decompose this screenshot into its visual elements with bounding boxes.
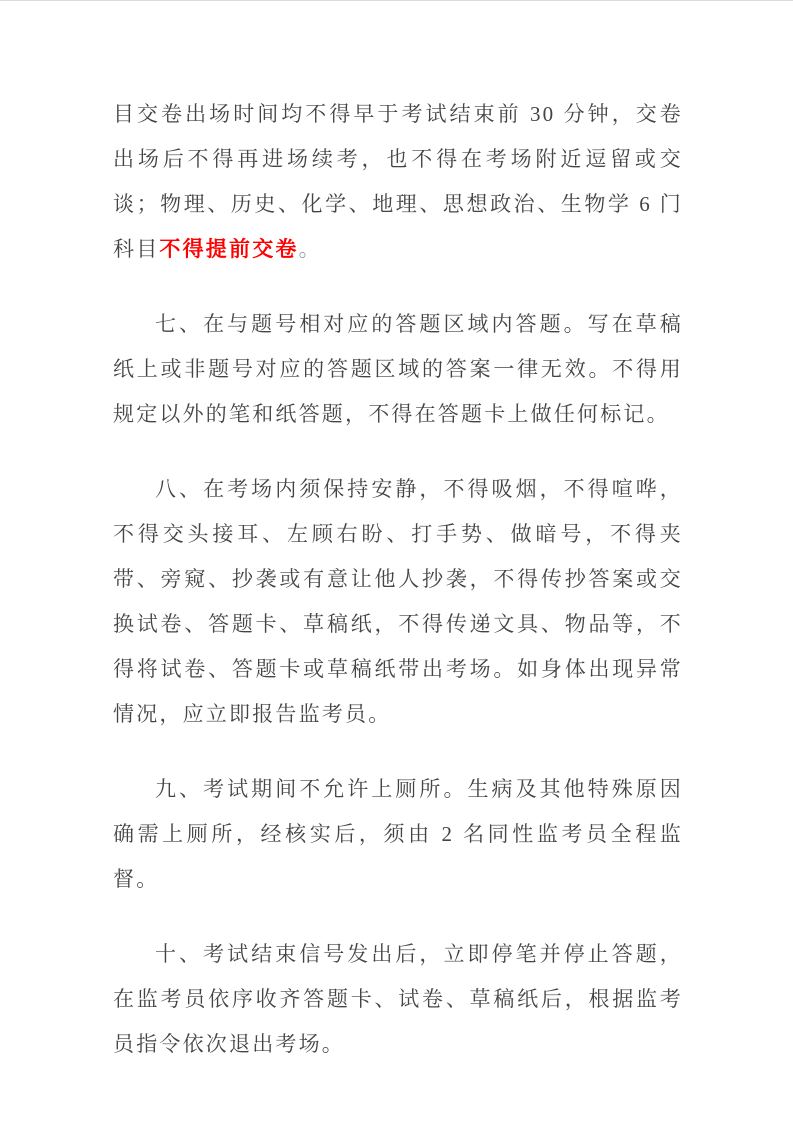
paragraph-continuation-item-6	[113, 92, 683, 272]
highlight-trailing-period: 。	[298, 237, 322, 261]
paragraph-text: 十、考试结束信号发出后，立即停笔并停止答题，在监考员依序收齐答题卡、试卷、草稿纸后，根据监考员指令依次退出考场。	[113, 942, 683, 1056]
paragraph-item-9	[113, 767, 683, 902]
paragraph-text: 七、在与题号相对应的答题区域内答题。写在草稿纸上或非题号对应的答题区域的答案一律无效。不得用规定以外的笔和纸答题，不得在答题卡上做任何标记。	[113, 312, 683, 426]
document-body	[113, 92, 683, 1067]
paragraph-item-7	[113, 302, 683, 437]
paragraph-text: 八、在考场内须保持安静，不得吸烟，不得喧哗，不得交头接耳、左顾右盼、打手势、做暗号，不得夹带、旁窥、抄袭或有意让他人抄袭，不得传抄答案或交换试卷、答题卡、草稿纸，不得传递文具、物品等，不得将试卷、答题卡或草稿纸带出考场。如身体出现异常情况，应立即报告监考员。	[113, 477, 683, 726]
red-highlight-text: 不得提前交卷	[159, 237, 299, 261]
paragraph-text: 九、考试期间不允许上厕所。生病及其他特殊原因确需上厕所，经核实后，须由 2 名同性监考员全程监督。	[113, 777, 683, 891]
paragraph-text: 目交卷出场时间均不得早于考试结束前 30 分钟，交卷出场后不得再进场续考，也不得在考场附近逗留或交谈；物理、历史、化学、地理、思想政治、生物学 6 门科目	[113, 102, 683, 261]
paragraph-item-10	[113, 932, 683, 1067]
paragraph-item-8	[113, 467, 683, 737]
